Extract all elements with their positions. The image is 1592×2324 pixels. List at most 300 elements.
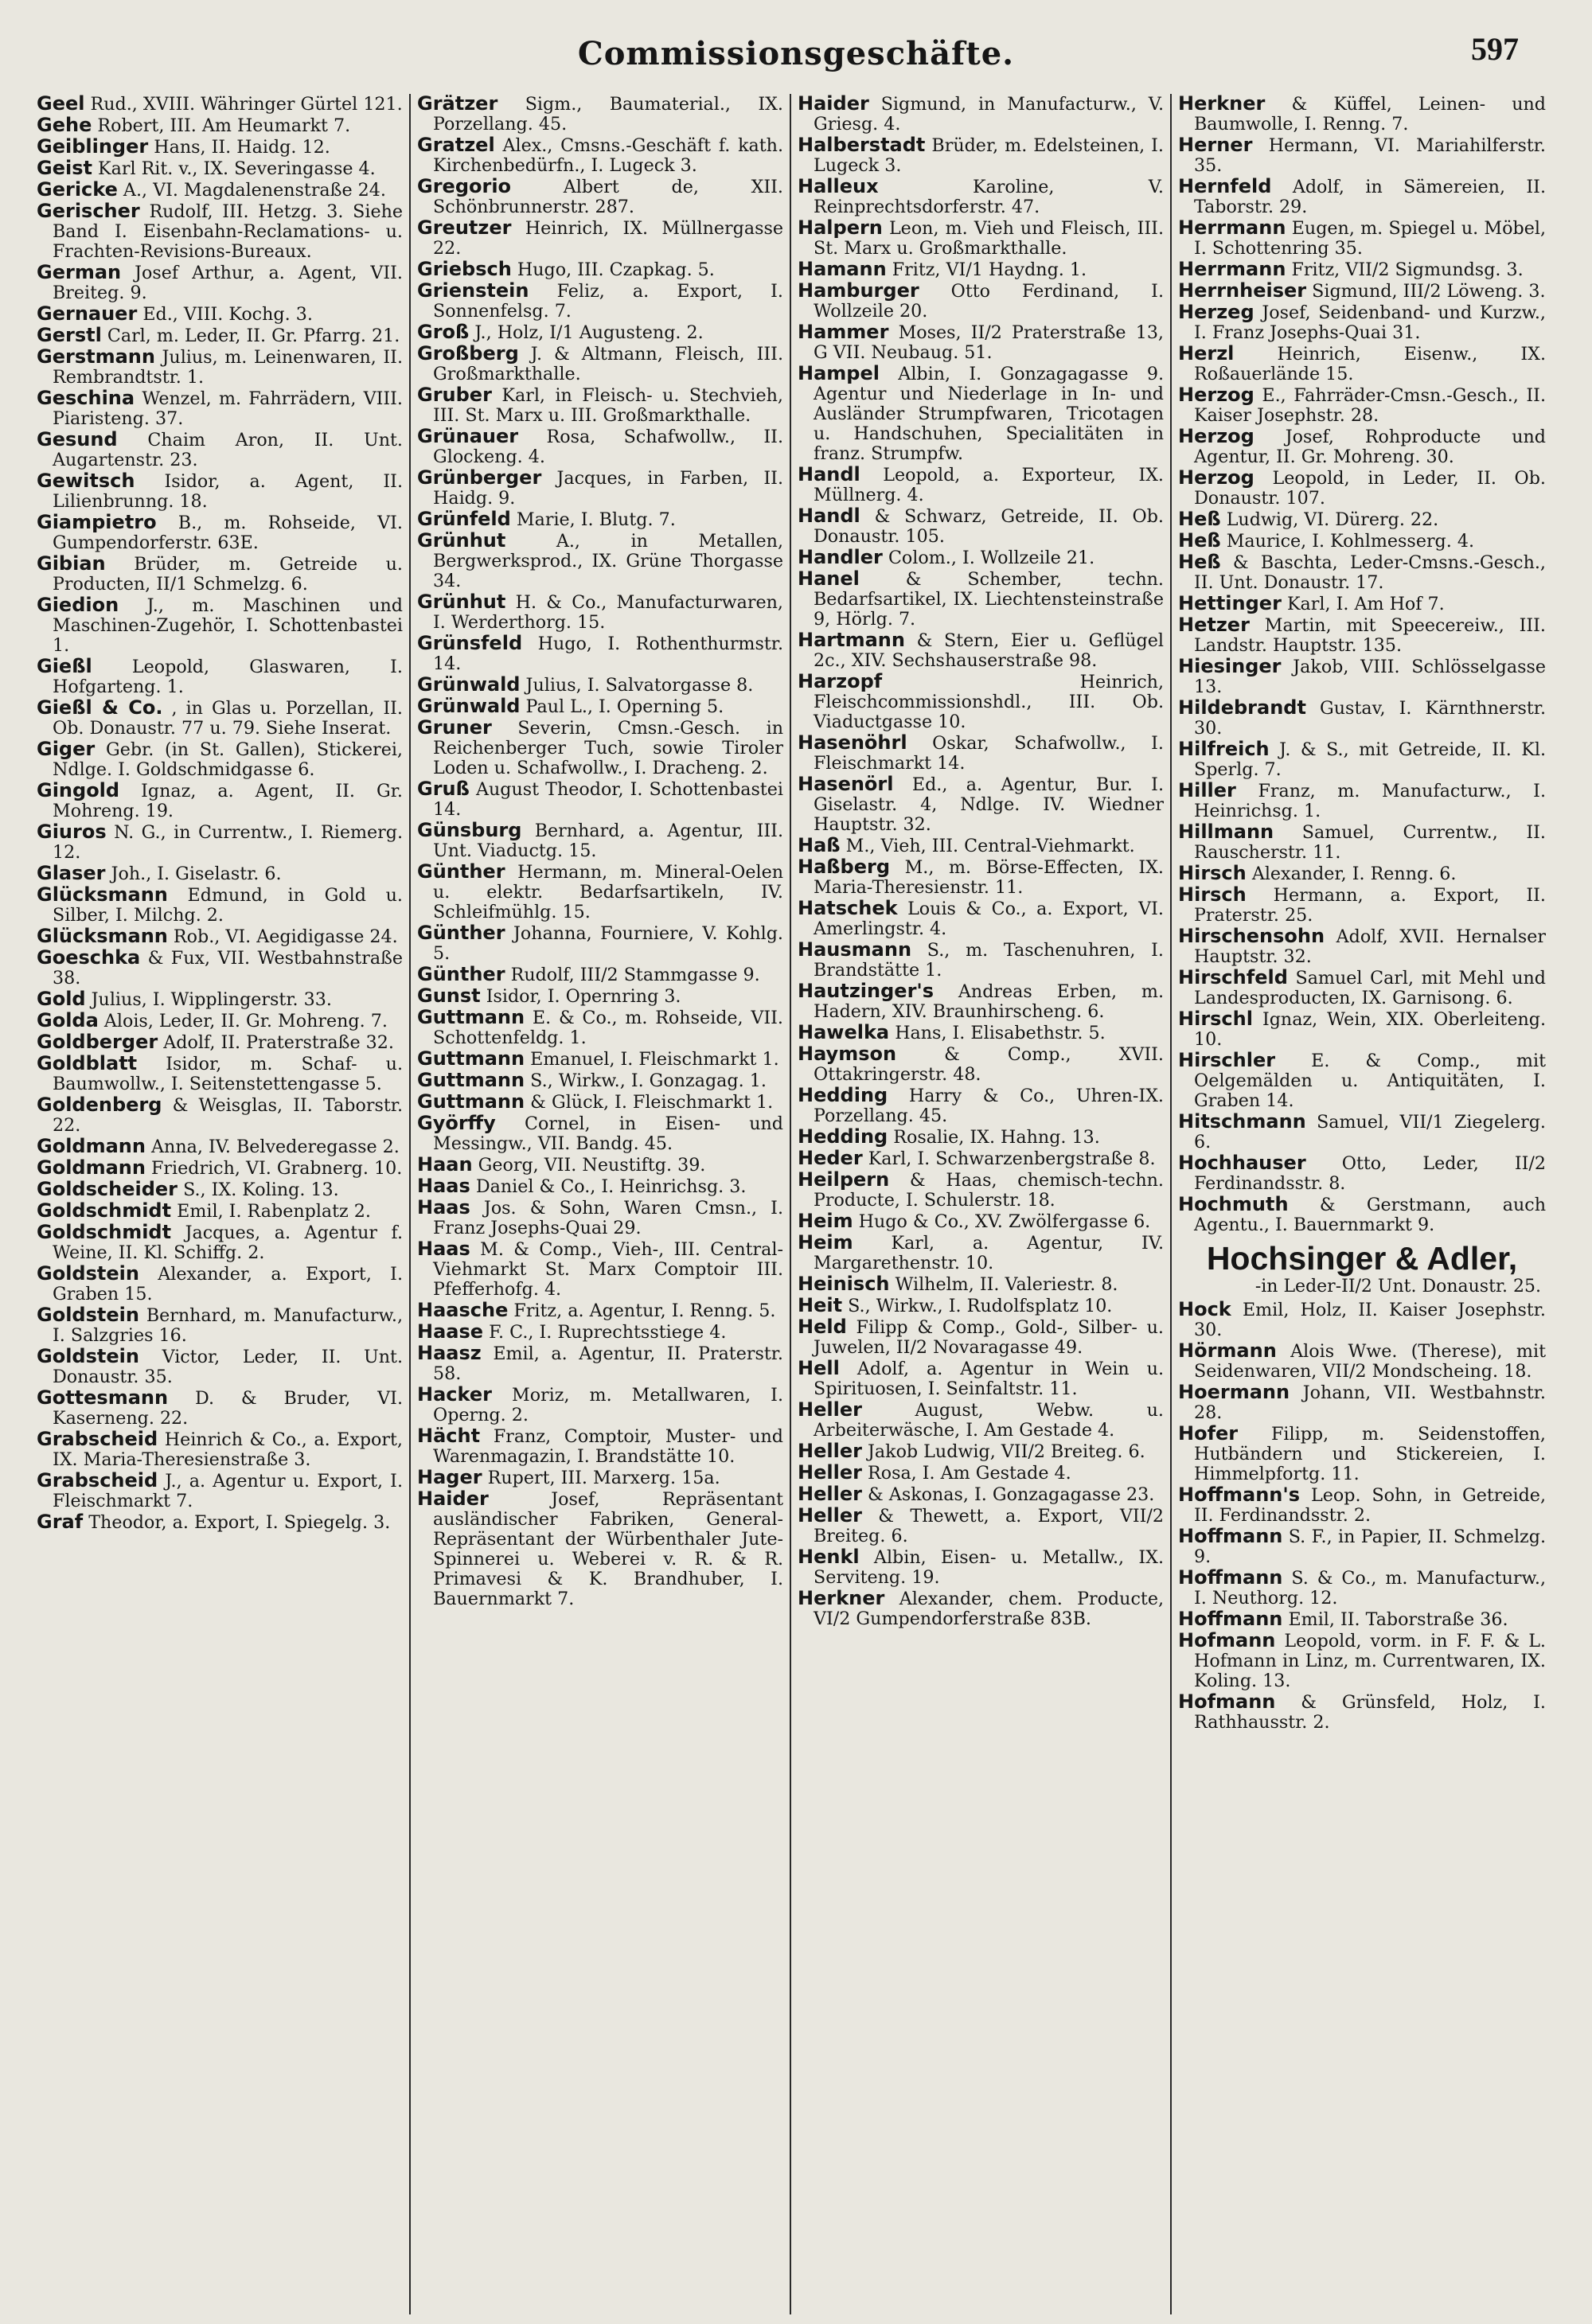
entry-name: Haas <box>417 1175 470 1197</box>
entry-name: Grätzer <box>417 94 498 115</box>
entry-name: Gruber <box>417 384 492 406</box>
entry-details: Albin, Eisen- u. Metallw., IX. Serviteng. 19. <box>814 1547 1164 1588</box>
entry-details: & Schwarz, Getreide, II. Ob. Donaustr. 105. <box>814 506 1164 547</box>
entry-name: Goldberger <box>37 1031 158 1053</box>
entry-details: M. & Comp., Vieh-, III. Central-Viehmarkt St. Marx Comptoir III. Pfefferhofg. 4. <box>433 1239 783 1300</box>
directory-entry <box>37 989 403 1010</box>
entry-details: Wenzel, m. Fahrrädern, VIII. Piaristeng. 37. <box>53 388 403 429</box>
directory-entry <box>798 1359 1164 1399</box>
entry-name: Hautzinger's <box>798 980 935 1002</box>
entry-name: Giuros <box>37 821 107 843</box>
directory-entry <box>1178 1485 1546 1526</box>
entry-name: Gregorio <box>417 175 512 197</box>
directory-entry <box>37 513 403 553</box>
entry-name: Herrmann <box>1178 258 1286 280</box>
entry-name: Grünberger <box>417 466 542 489</box>
entry-details: & Küffel, Leinen- und Baumwolle, I. Renng. 7. <box>1194 94 1547 135</box>
directory-entry <box>1178 864 1546 884</box>
entry-details: Emanuel, I. Fleischmarkt 1. <box>530 1049 779 1070</box>
directory-entry <box>37 137 403 158</box>
entry-name: Heim <box>798 1231 853 1254</box>
directory-entry <box>1178 177 1546 217</box>
directory-entry <box>417 177 783 217</box>
entry-name: Hirschensohn <box>1178 925 1325 947</box>
directory-entry <box>798 940 1164 981</box>
entry-details: Isidor, I. Opernring 3. <box>486 986 681 1007</box>
directory-entry <box>1178 1568 1546 1608</box>
entry-details: Bernhard, m. Manufacturw., I. Salzgries 16. <box>53 1305 403 1346</box>
directory-entry <box>1178 427 1546 467</box>
entry-details: Leopold, Glaswaren, I. Hofgarteng. 1. <box>53 657 403 697</box>
entry-details: S., m. Taschenuhren, I. Brandstätte 1. <box>814 940 1164 981</box>
entry-details: Leopold, vorm. in F. F. & L. Hofmann in Linz, m. Currentwaren, IX. Koling. 13. <box>1194 1631 1546 1691</box>
entry-details: D. & Bruder, VI. Kaserneng. 22. <box>53 1388 403 1429</box>
entry-details: Heinrich, IX. Müllnergasse 22. <box>433 218 783 259</box>
directory-entry <box>798 774 1164 835</box>
entry-details: & Grünsfeld, Holz, I. Rathhausstr. 2. <box>1194 1692 1546 1733</box>
entry-name: Goldschmidt <box>37 1221 172 1243</box>
entry-name: Geiblinger <box>37 135 149 158</box>
directory-entry <box>798 1148 1164 1169</box>
entry-name: Glücksmann <box>37 883 168 906</box>
entry-name: Geschina <box>37 387 135 409</box>
directory-entry <box>1178 218 1546 259</box>
directory-entry <box>1178 698 1546 739</box>
entry-name: Gehe <box>37 114 92 136</box>
directory-entry <box>1178 926 1546 967</box>
directory-entry <box>417 1049 783 1070</box>
entry-name: Heller <box>798 1504 862 1527</box>
directory-entry <box>798 733 1164 774</box>
entry-name: Hager <box>417 1466 482 1488</box>
directory-entry <box>798 1233 1164 1273</box>
directory-entry <box>798 135 1164 176</box>
directory-entry <box>1178 1195 1546 1235</box>
entry-details: & Haas, chemisch-techn. Producte, I. Schulerstr. 18. <box>814 1170 1164 1211</box>
entry-name: Gerischer <box>37 200 140 222</box>
entry-details: & Fux, VII. Westbahnstraße 38. <box>53 948 403 988</box>
directory-entry <box>37 1032 403 1053</box>
directory-entry <box>417 821 783 861</box>
directory-entry <box>1178 259 1546 280</box>
directory-entry <box>1178 531 1546 552</box>
entry-details: Ed., VIII. Kochg. 3. <box>142 304 313 325</box>
directory-entry <box>417 322 783 343</box>
entry-details: Andreas Erben, m. Hadern, XIV. Braunhirscheng. 6. <box>814 981 1164 1022</box>
entry-details: J. & S., mit Getreide, II. Kl. Sperlg. 7. <box>1194 739 1546 780</box>
directory-entry <box>798 1441 1164 1462</box>
directory-entry <box>798 981 1164 1022</box>
directory-entry <box>798 899 1164 939</box>
entry-details: Fritz, a. Agentur, I. Renng. 5. <box>513 1300 776 1321</box>
advertisement-text: -in Leder-II/2 Unt. Donaustr. 25. <box>1254 1277 1541 1297</box>
entry-name: Gunst <box>417 985 481 1007</box>
entry-details: A., VI. Magdalenenstraße 24. <box>123 180 386 201</box>
directory-entry <box>1178 657 1546 697</box>
directory-entry <box>1178 1692 1546 1733</box>
directory-entry <box>1178 1051 1546 1111</box>
entry-details: Rosa, I. Am Gestade 4. <box>868 1463 1071 1484</box>
directory-entry <box>37 1305 403 1346</box>
entry-name: Heller <box>798 1440 862 1462</box>
directory-entry <box>798 1400 1164 1441</box>
entry-details: & Askonas, I. Gonzagagasse 23. <box>868 1484 1155 1505</box>
entry-details: Alexander, a. Export, I. Graben 15. <box>53 1264 404 1304</box>
entry-details: & Weisglas, II. Taborstr. 22. <box>53 1095 403 1136</box>
directory-entry <box>37 1512 403 1533</box>
entry-name: Hampel <box>798 362 880 384</box>
entry-name: Harzopf <box>798 670 883 692</box>
entry-details: Gustav, I. Kärnthnerstr. 30. <box>1194 698 1546 739</box>
directory-entry <box>798 177 1164 217</box>
entry-name: Hawelka <box>798 1021 890 1043</box>
entry-name: Griebsch <box>417 258 512 280</box>
entry-details: Ignaz, a. Agent, II. Gr. Mohreng. 19. <box>53 781 403 821</box>
entry-name: Grabscheid <box>37 1428 158 1450</box>
entry-details: Julius, I. Salvatorgasse 8. <box>525 675 754 696</box>
entry-details: Josef, Rohproducte und Agentur, II. Gr. Mohreng. 30. <box>1194 427 1546 467</box>
entry-name: Gericke <box>37 178 118 201</box>
entry-name: Grünsfeld <box>417 632 523 654</box>
entry-details: Leopold, a. Exporteur, IX. Müllnerg. 4. <box>814 465 1164 505</box>
directory-entry <box>1178 281 1546 302</box>
entry-name: Hirsch <box>1178 862 1247 884</box>
directory-entry <box>37 1429 403 1470</box>
directory-entry <box>798 1086 1164 1126</box>
entry-name: Herrnheiser <box>1178 279 1307 302</box>
entry-name: Haßberg <box>798 856 891 878</box>
entry-details: Sigmund, III/2 Löweng. 3. <box>1312 281 1546 302</box>
entry-name: Gibian <box>37 552 106 575</box>
directory-entry <box>798 1170 1164 1211</box>
entry-name: Grünauer <box>417 425 519 447</box>
entry-name: Hirschl <box>1178 1008 1253 1030</box>
entry-name: Greutzer <box>417 216 512 239</box>
entry-details: Samuel, Currentw., II. Rauscherstr. 11. <box>1194 822 1546 863</box>
entry-name: Glücksmann <box>37 925 168 947</box>
entry-name: Herner <box>1178 134 1253 156</box>
entry-name: Hirsch <box>1178 883 1247 906</box>
entry-details: Leop. Sohn, in Getreide, II. Ferdinandsstr. 2. <box>1194 1485 1546 1526</box>
entry-details: Alexander, I. Renng. 6. <box>1251 864 1457 884</box>
entry-details: Fritz, VI/1 Haydng. 1. <box>892 259 1087 280</box>
entry-details: Ludwig, VI. Dürerg. 22. <box>1226 509 1439 530</box>
directory-entry <box>37 1054 403 1094</box>
entry-name: Hammer <box>798 321 889 343</box>
entry-name: Herzog <box>1178 384 1254 406</box>
entry-details: Hans, II. Haidg. 12. <box>154 137 330 158</box>
directory-entry <box>1178 1341 1546 1382</box>
directory-entry <box>798 1484 1164 1505</box>
directory-entry <box>417 923 783 964</box>
directory-entry <box>37 948 403 988</box>
entry-details: Rupert, III. Marxerg. 15a. <box>487 1468 720 1488</box>
entry-name: Grünwald <box>417 673 521 696</box>
entry-details: Georg, VII. Neustiftg. 39. <box>478 1155 706 1176</box>
entry-name: Gerstmann <box>37 345 155 368</box>
entry-details: Victor, Leder, II. Unt. Donaustr. 35. <box>53 1347 403 1387</box>
entry-details: Hermann, m. Mineral-Oelen u. elektr. Bedarfsartikeln, IV. Schleifmühlg. 15. <box>433 862 783 922</box>
directory-entry <box>1178 1424 1546 1484</box>
directory-entry <box>37 115 403 136</box>
directory-entry <box>37 347 403 388</box>
directory-entry <box>798 1506 1164 1546</box>
entry-details: Hermann, a. Export, II. Praterstr. 25. <box>1194 885 1546 926</box>
entry-details: Gebr. (in St. Gallen), Stickerei, Ndlge. I. Goldschmidgasse 6. <box>53 739 403 780</box>
entry-name: Gießl <box>37 655 92 677</box>
entry-details: Rud., XVIII. Währinger Gürtel 121. <box>90 94 403 115</box>
entry-details: Filipp & Comp., Gold-, Silber- u. Juwelen, II/2 Novaragasse 49. <box>814 1317 1164 1358</box>
entry-details: Theodor, a. Export, I. Spiegelg. 3. <box>88 1512 391 1533</box>
directory-entry <box>798 1274 1164 1295</box>
entry-details: Oskar, Schafwollw., I. Fleischmarkt 14. <box>814 733 1164 774</box>
entry-details: Alex., Cmsns.-Geschäft f. kath. Kirchenbedürfn., I. Lugeck 3. <box>433 135 783 176</box>
directory-entry <box>1178 594 1546 614</box>
entry-name: Grienstein <box>417 279 529 302</box>
entry-name: Golda <box>37 1009 99 1031</box>
entry-details: Eugen, m. Spiegel u. Möbel, I. Schottenring 35. <box>1194 218 1546 259</box>
directory-entry <box>798 259 1164 280</box>
directory-entry <box>37 430 403 470</box>
entry-name: German <box>37 261 122 283</box>
entry-name: Heß <box>1178 551 1221 573</box>
entry-name: Hörmann <box>1178 1339 1277 1362</box>
directory-entry <box>37 1137 403 1157</box>
directory-entry <box>417 1176 783 1197</box>
entry-details: N. G., in Currentw., I. Riemerg. 12. <box>53 822 403 863</box>
entry-name: Hächt <box>417 1425 481 1447</box>
directory-entry <box>37 926 403 947</box>
directory-entry <box>1178 968 1546 1008</box>
directory-entry <box>37 1011 403 1031</box>
directory-entry <box>417 965 783 985</box>
entry-details: Rob., VI. Aegidigasse 24. <box>173 926 398 947</box>
entry-name: Groß <box>417 321 470 343</box>
entry-details: Carl, m. Leder, II. Gr. Pfarrg. 21. <box>107 326 400 346</box>
entry-name: Guttmann <box>417 1006 525 1028</box>
entry-details: Louis & Co., a. Export, VI. Amerlingstr. 4. <box>814 899 1164 939</box>
entry-details: Alexander, chem. Producte, VI/2 Gumpendorferstraße 83B. <box>814 1589 1164 1629</box>
entry-details: Maurice, I. Kohlmesserg. 4. <box>1226 531 1475 552</box>
directory-entry <box>417 1343 783 1384</box>
entry-name: Haider <box>417 1488 489 1510</box>
entry-details: Severin, Cmsn.-Gesch. in Reichenberger Tuch, sowie Tiroler Loden u. Schafwollw., I. Dracheng. 2. <box>433 718 783 778</box>
entry-name: Giger <box>37 738 96 760</box>
entry-name: Herzog <box>1178 425 1254 447</box>
entry-name: Goldschmidt <box>37 1199 172 1222</box>
entry-details: Colom., I. Wollzeile 21. <box>888 548 1095 568</box>
entry-name: Günther <box>417 922 505 944</box>
directory-entry <box>417 1489 783 1609</box>
directory-entry <box>417 468 783 509</box>
entry-details: J., m. Maschinen und Maschinen-Zugehör, I. Schottenbastei 1. <box>53 595 403 656</box>
entry-details: Harry & Co., Uhren-IX. Porzellang. 45. <box>814 1086 1164 1126</box>
entry-name: Hernfeld <box>1178 175 1272 197</box>
directory-entry <box>417 509 783 530</box>
entry-details: Adolf, a. Agentur in Wein u. Spirituosen, I. Seinfaltstr. 11. <box>814 1359 1164 1399</box>
entry-details: Hugo, I. Rothenthurmstr. 14. <box>433 634 783 674</box>
entry-details: E. & Co., m. Rohseide, VII. Schottenfeldg. 1. <box>433 1008 783 1048</box>
entry-details: Jakob, VIII. Schlösselgasse 13. <box>1194 657 1547 697</box>
entry-details: Alois Wwe. (Therese), mit Seidenwaren, VII/2 Mondscheing. 18. <box>1194 1341 1546 1382</box>
entry-name: Hedding <box>798 1125 888 1148</box>
page-title: Commissionsgeschäfte. <box>577 35 1015 72</box>
entry-details: Emil, a. Agentur, II. Praterstr. 58. <box>433 1343 783 1384</box>
directory-entry <box>417 862 783 922</box>
entry-name: Goldstein <box>37 1304 139 1326</box>
directory-entry <box>798 1463 1164 1484</box>
entry-name: Hilfreich <box>1178 738 1270 760</box>
entry-details: & Baschta, Leder-Cmsns.-Gesch., II. Unt. Donaustr. 17. <box>1194 552 1546 593</box>
directory-entry <box>37 739 403 780</box>
entry-name: Günther <box>417 963 505 985</box>
entry-name: Hoermann <box>1178 1381 1290 1403</box>
entry-name: Guttmann <box>417 1069 525 1091</box>
entry-name: Großberg <box>417 342 519 365</box>
directory-entry <box>417 1198 783 1238</box>
directory-entry <box>798 857 1164 898</box>
entry-details: Robert, III. Am Heumarkt 7. <box>97 115 351 136</box>
directory-entry <box>417 531 783 591</box>
directory-entry <box>417 675 783 696</box>
directory-entry <box>417 718 783 778</box>
entry-details: Karl, a. Agentur, IV. Margarethenstr. 10. <box>814 1233 1165 1273</box>
directory-entry <box>798 364 1164 464</box>
directory-entry <box>798 1127 1164 1148</box>
directory-entry <box>417 1008 783 1048</box>
entry-details: Alois, Leder, II. Gr. Mohreng. 7. <box>103 1011 388 1031</box>
entry-details: Karoline, V. Reinprechtsdorferstr. 47. <box>814 177 1164 217</box>
directory-entry <box>417 1322 783 1343</box>
directory-entry <box>798 569 1164 630</box>
directory-entry <box>37 94 403 115</box>
advertisement-heading: Hochsinger & Adler, <box>1206 1240 1518 1277</box>
directory-entry <box>1178 468 1546 509</box>
entry-details: Rosa, Schafwollw., II. Glockeng. 4. <box>433 427 783 467</box>
entry-details: Chaim Aron, II. Unt. Augartenstr. 23. <box>53 430 403 470</box>
directory-entry <box>798 1296 1164 1316</box>
entry-details: M., m. Börse-Effecten, IX. Maria-Theresienstr. 11. <box>814 857 1164 898</box>
directory-entry <box>417 1239 783 1300</box>
entry-details: Karl, I. Am Hof 7. <box>1286 594 1445 614</box>
entry-details: , in Glas u. Porzellan, II. Ob. Donaustr. 77 u. 79. Siehe Inserat. <box>53 698 403 739</box>
directory-entry <box>1178 615 1546 656</box>
directory-entry <box>37 781 403 821</box>
directory-entry <box>1178 302 1546 343</box>
entry-name: Goeschka <box>37 946 141 969</box>
entry-name: Hoffmann <box>1178 1566 1283 1589</box>
entry-details: Adolf, in Sämereien, II. Taborstr. 29. <box>1194 177 1546 217</box>
entry-details: Rudolf, III. Hetzg. 3. Siehe Band I. Eisenbahn-Reclamations- u. Frachten-Revisions-Bureaux. <box>53 201 403 262</box>
entry-details: Albin, I. Gonzagagasse 9. Agentur und Niederlage in In- und Ausländer Strumpfwaren, Tricotagen u. Handschuhen, Specialitäten in franz. Strumpfw. <box>814 364 1164 464</box>
entry-name: Goldmann <box>37 1135 146 1157</box>
entry-name: Halleux <box>798 175 879 197</box>
directory-entry <box>37 388 403 429</box>
entry-name: Hettinger <box>1178 592 1282 614</box>
entry-details: Marie, I. Blutg. 7. <box>516 509 676 530</box>
entry-details: S., Wirkw., I. Gonzagag. 1. <box>530 1070 767 1091</box>
entry-details: Hermann, VI. Mariahilferstr. 35. <box>1194 135 1546 176</box>
entry-details: Bernhard, a. Agentur, III. Unt. Viaductg. 15. <box>433 821 783 861</box>
page-number: 597 <box>1471 31 1519 67</box>
entry-details: Josef, Seidenband- und Kurzw., I. Franz Josephs-Quai 31. <box>1194 302 1546 343</box>
entry-details: Heinrich & Co., a. Export, IX. Maria-Theresienstraße 3. <box>53 1429 403 1470</box>
directory-entry <box>37 158 403 179</box>
entry-name: Gernauer <box>37 302 138 325</box>
directory-entry <box>37 554 403 595</box>
entry-details: Julius, m. Leinenwaren, II. Rembrandtstr. 1. <box>53 347 403 388</box>
entry-name: Hell <box>798 1357 840 1379</box>
column-3 <box>791 94 1172 2314</box>
entry-name: Goldmann <box>37 1156 146 1179</box>
entry-name: Herkner <box>1178 94 1266 115</box>
directory-entry <box>37 1388 403 1429</box>
entry-details: Friedrich, VI. Grabnerg. 10. <box>151 1158 403 1179</box>
entry-name: Handler <box>798 546 883 568</box>
directory-entry <box>1178 509 1546 530</box>
entry-details: Karl, I. Schwarzenbergstraße 8. <box>868 1148 1156 1169</box>
directory-entry <box>798 322 1164 363</box>
directory-entry <box>1178 1112 1546 1152</box>
entry-name: Hartmann <box>798 629 905 651</box>
directory-entry <box>417 427 783 467</box>
entry-details: Heinrich, Eisenw., IX. Roßauerlände 15. <box>1194 344 1546 384</box>
entry-name: Hetzer <box>1178 614 1250 636</box>
entry-details: August Theodor, I. Schottenbastei 14. <box>433 779 783 820</box>
entry-name: Gruner <box>417 716 492 739</box>
directory-entry <box>798 94 1164 135</box>
entry-details: & Schember, techn. Bedarfsartikel, IX. Liechtensteinstraße 9, Hörlg. 7. <box>814 569 1164 630</box>
entry-details: Emil, II. Taborstraße 36. <box>1288 1609 1508 1630</box>
entry-name: Hacker <box>417 1383 492 1406</box>
entry-name: Herzog <box>1178 466 1254 489</box>
entry-details: Josef Arthur, a. Agent, VII. Breiteg. 9. <box>53 263 403 303</box>
entry-details: Otto Ferdinand, I. Wollzeile 20. <box>814 281 1164 322</box>
entry-name: Geel <box>37 94 85 115</box>
entry-details: Edmund, in Gold u. Silber, I. Milchg. 2. <box>53 885 403 926</box>
entry-name: Heit <box>798 1294 843 1316</box>
entry-details: Emil, Holz, II. Kaiser Josephstr. 30. <box>1194 1300 1546 1340</box>
page-header <box>0 31 1592 83</box>
directory-entry <box>37 822 403 863</box>
directory-entry <box>798 1547 1164 1588</box>
directory-entry <box>37 1158 403 1179</box>
entry-details: Paul L., I. Operning 5. <box>525 696 724 717</box>
entry-name: Heller <box>798 1483 862 1505</box>
directory-entry <box>1178 885 1546 926</box>
entry-name: Gesund <box>37 428 118 450</box>
directory-entry <box>37 1222 403 1263</box>
entry-details: Sigmund, in Manufacturw., V. Griesg. 4. <box>814 94 1164 135</box>
entry-details: F. C., I. Ruprechtsstiege 4. <box>489 1322 727 1343</box>
directory-entry <box>37 201 403 262</box>
entry-details: Karl Rit. v., IX. Severingasse 4. <box>98 158 376 179</box>
entry-name: Haan <box>417 1153 473 1176</box>
entry-name: Giampietro <box>37 511 157 533</box>
entry-name: Goldblatt <box>37 1052 138 1074</box>
directory-entry <box>37 698 403 739</box>
entry-details: Josef, Repräsentant ausländischer Fabriken, General-Repräsentant der Würbenthaler Jute-Spinnerei u. Weberei v. R. & R. Primavesi & K. Brandhuber, I. Bauernmarkt 7. <box>433 1489 783 1609</box>
directory-entry <box>798 1589 1164 1629</box>
directory-entry <box>798 548 1164 568</box>
directory-entry <box>417 259 783 280</box>
directory-entry <box>798 1023 1164 1043</box>
directory-entry <box>417 1300 783 1321</box>
directory-entry <box>417 94 783 135</box>
entry-name: Hamburger <box>798 279 919 302</box>
entry-details: A., in Metallen, Bergwerksprod., IX. Grüne Thorgasse 34. <box>433 531 784 591</box>
entry-name: Guttmann <box>417 1047 525 1070</box>
